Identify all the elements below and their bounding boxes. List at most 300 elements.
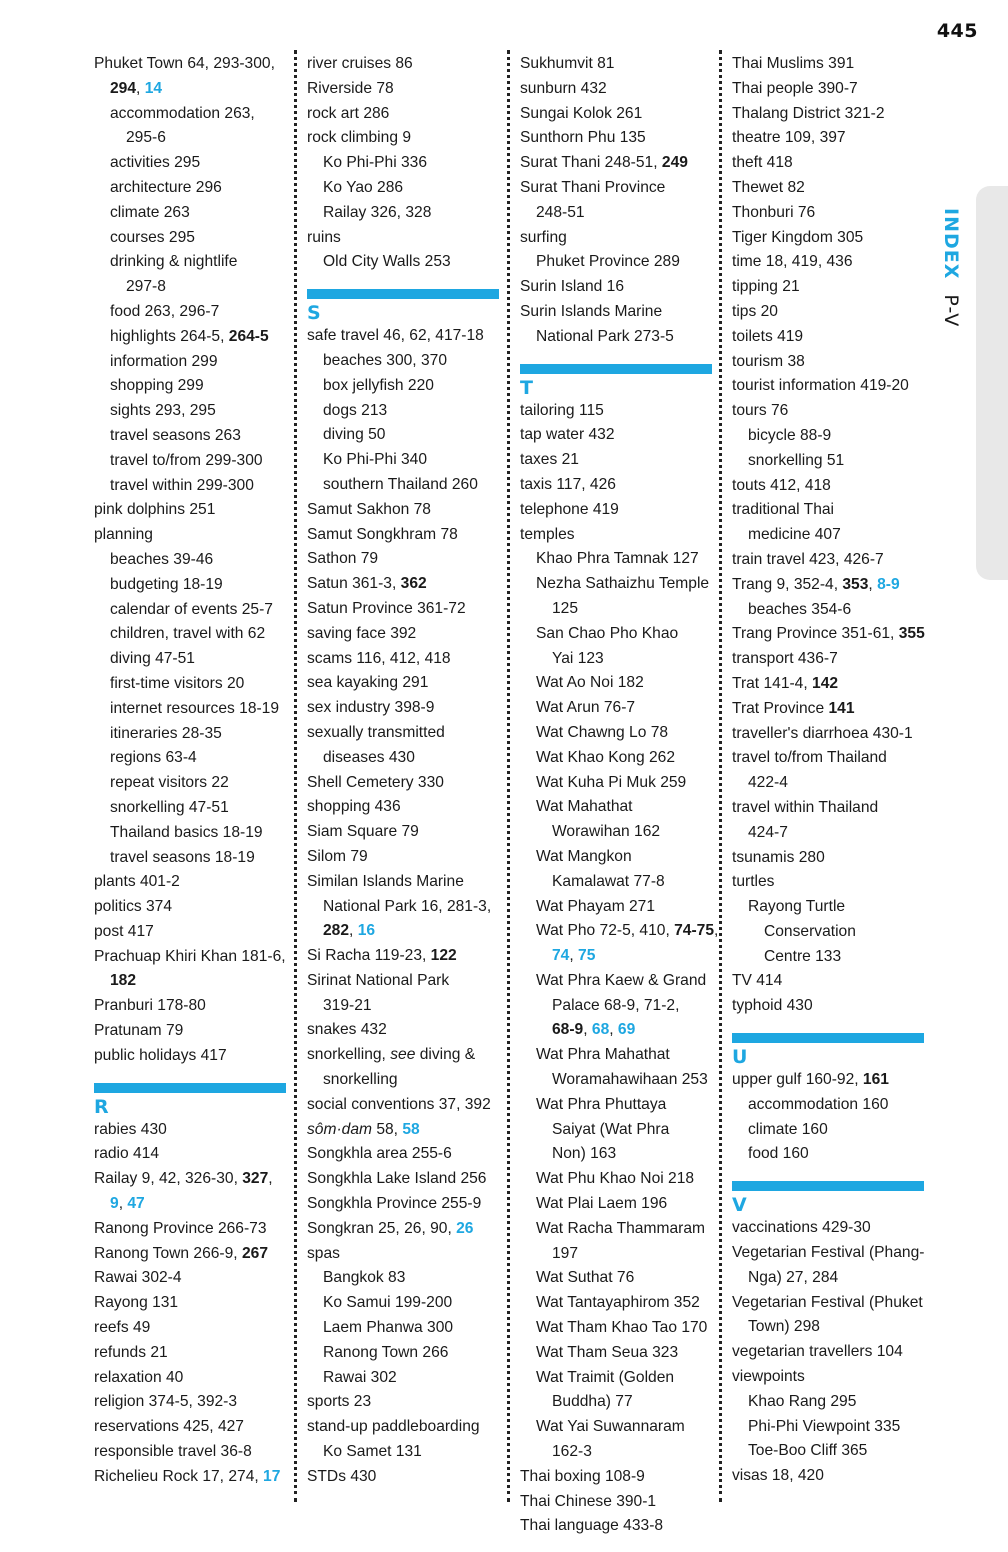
entry-text: safe travel 46, 62, 417-18 (307, 327, 484, 345)
index-entry (732, 1291, 924, 1341)
index-entry (732, 126, 924, 151)
entry-text: Thewet 82 (732, 178, 805, 196)
letter-header-bar (732, 1033, 924, 1043)
entry-text: toilets 419 (732, 327, 804, 345)
index-entry (307, 647, 499, 672)
index-entry (94, 1415, 286, 1440)
index-entry (307, 1217, 499, 1242)
entry-continuation (552, 820, 712, 845)
index-entry (732, 325, 924, 350)
index-subentry (520, 1366, 712, 1416)
entry-text: Kamalawat 77-8 (552, 872, 665, 890)
entry-text: tailoring 115 (520, 401, 604, 419)
entry-text: Wat Khao Kong 262 (536, 748, 675, 766)
entry-text: traveller's diarrhoea 430-1 (732, 724, 913, 742)
letter-header-bar (732, 1181, 924, 1191)
entry-text: Silom 79 (307, 847, 368, 865)
entry-text: travel to/from Thailand (732, 749, 887, 767)
index-entry (307, 771, 499, 796)
entry-continuation (552, 870, 712, 895)
entry-text: Thai language 433-8 (520, 1517, 664, 1535)
letter-header-bar (307, 289, 499, 299)
index-subentry (94, 399, 286, 424)
index-entry (520, 226, 712, 251)
index-subentry (732, 1415, 924, 1440)
entry-continuation (764, 945, 924, 970)
entry-text: theft 418 (732, 154, 793, 172)
index-subentry (94, 622, 286, 647)
entry-text: sexually transmitted (307, 723, 445, 741)
index-subentry (732, 1439, 924, 1464)
entry-text: tourist information 419-20 (732, 377, 909, 395)
entry-text: Wat Phayam 271 (536, 897, 656, 915)
entry-text: tourism 38 (732, 352, 805, 370)
entry-text: , (118, 1195, 128, 1213)
entry-text: highlights 264-5, (110, 327, 229, 345)
entry-text: Surat Thani 248-51, (520, 154, 662, 172)
entry-text: post 417 (94, 922, 154, 940)
column-divider (719, 50, 722, 1502)
index-subentry (520, 547, 712, 572)
entry-text: travel seasons 263 (110, 426, 241, 444)
index-entry (307, 795, 499, 820)
entry-text: Trat Province (732, 699, 829, 717)
entry-text: Nezha Sathaizhu Temple (536, 575, 710, 593)
entry-text: 422-4 (748, 774, 788, 792)
index-subentry (307, 151, 499, 176)
index-subentry (94, 548, 286, 573)
entry-text: Phi-Phi Viewpoint 335 (748, 1417, 901, 1435)
entry-text: itineraries 28-35 (110, 724, 222, 742)
section-tab-keyword: INDEX (940, 208, 962, 280)
index-entry (732, 374, 924, 399)
entry-text: 424-7 (748, 823, 788, 841)
entry-text: snorkelling, (307, 1046, 391, 1064)
entry-text: snorkelling 51 (748, 451, 845, 469)
entry-text: , (136, 79, 145, 97)
index-entry (732, 102, 924, 127)
entry-text: taxes 21 (520, 451, 579, 469)
entry-text: Saiyat (Wat Phra (552, 1120, 670, 1138)
entry-continuation (748, 821, 924, 846)
entry-text: shopping 299 (110, 377, 204, 395)
index-entry (520, 399, 712, 424)
entry-text: Khao Phra Tamnak 127 (536, 550, 699, 568)
index-entry (732, 870, 924, 895)
entry-text: travel within 299-300 (110, 476, 254, 494)
entry-text: Thai people 390-7 (732, 79, 858, 97)
index-subentry (307, 201, 499, 226)
entry-text: Phuket Town 64, 293-300, (94, 55, 275, 72)
index-entry (307, 547, 499, 572)
entry-text: 297-8 (126, 278, 166, 296)
index-entry (307, 1390, 499, 1415)
entry-text: 197 (552, 1244, 579, 1262)
letter-header-label: R (94, 1095, 109, 1118)
index-entry (520, 473, 712, 498)
page-ref-bold: 161 (862, 1071, 889, 1089)
entry-text: architecture 296 (110, 178, 222, 196)
entry-text: food 160 (748, 1145, 809, 1163)
index-entry (94, 1291, 286, 1316)
index-subentry (307, 349, 499, 374)
index-subentry (520, 969, 712, 1043)
entry-text: sights 293, 295 (110, 402, 216, 420)
index-subentry (307, 176, 499, 201)
index-subentry (94, 722, 286, 747)
entry-continuation (748, 523, 924, 548)
entry-text: rabies 430 (94, 1120, 167, 1138)
entry-text: Ko Phi-Phi 340 (323, 451, 428, 469)
index-subentry (307, 1266, 499, 1291)
entry-text: saving face 392 (307, 624, 417, 642)
index-entry (520, 423, 712, 448)
entry-text: diving 50 (323, 426, 386, 444)
index-entry (307, 1242, 499, 1267)
index-entry (307, 696, 499, 721)
index-entry (307, 1018, 499, 1043)
index-entry (307, 226, 499, 251)
index-subentry (94, 846, 286, 871)
index-subentry (520, 1192, 712, 1217)
entry-text: Wat Phu Khao Noi 218 (536, 1170, 695, 1188)
entry-continuation (552, 1440, 712, 1465)
index-entry (732, 498, 924, 548)
entry-text: Thalang District 321-2 (732, 104, 885, 122)
entry-text: relaxation 40 (94, 1368, 184, 1386)
entry-text: Pratunam 79 (94, 1022, 184, 1040)
entry-continuation (748, 771, 924, 796)
page-ref-bold: 68-9 (552, 1021, 584, 1039)
index-subentry (94, 796, 286, 821)
index-entry (520, 1465, 712, 1490)
index-entry (520, 151, 712, 176)
entry-text: turtles (732, 873, 775, 891)
index-entry (307, 77, 499, 102)
entry-text: budgeting 18-19 (110, 575, 223, 593)
index-subentry (94, 176, 286, 201)
entry-text: Wat Ao Noi 182 (536, 674, 644, 692)
letter-header-bar (94, 1083, 286, 1093)
index-subentry (520, 572, 712, 622)
index-entry (307, 597, 499, 622)
entry-text: touts 412, 418 (732, 476, 831, 494)
entry-text: courses 295 (110, 228, 195, 246)
index-entry (520, 523, 712, 548)
entry-text: Wat Mangkon (536, 847, 632, 865)
index-entry (94, 523, 286, 548)
entry-text: Pranburi 178-80 (94, 997, 206, 1015)
index-entry (307, 820, 499, 845)
entry-text: Thailand basics 18-19 (110, 823, 263, 841)
column-divider (294, 50, 297, 1502)
index-entry (307, 1167, 499, 1192)
index-subentry (732, 1142, 924, 1167)
entry-text: , (569, 947, 579, 965)
entry-text: 248-51 (536, 203, 585, 221)
entry-text: Khao Rang 295 (748, 1392, 857, 1410)
index-entry (307, 1142, 499, 1167)
index-subentry (307, 1440, 499, 1465)
entry-text: box jellyfish 220 (323, 376, 434, 394)
index-subentry (732, 424, 924, 449)
index-entry (732, 77, 924, 102)
index-subentry (94, 573, 286, 598)
index-subentry (94, 374, 286, 399)
entry-continuation (552, 1018, 712, 1043)
entry-text: reservations 425, 427 (94, 1418, 244, 1436)
entry-text: Wat Tham Khao Tao 170 (536, 1319, 708, 1337)
index-entry (94, 1142, 286, 1167)
map-ref: 68 (591, 1021, 610, 1039)
letter-header-bar (520, 364, 712, 374)
index-subentry (732, 1390, 924, 1415)
index-subentry (94, 424, 286, 449)
entry-text: National Park 273-5 (536, 327, 674, 345)
index-entry (307, 324, 499, 349)
index-subentry (520, 1266, 712, 1291)
index-entry (94, 945, 286, 995)
entry-text: Phuket Province 289 (536, 253, 680, 271)
entry-text: public holidays 417 (94, 1046, 227, 1064)
index-entry (732, 846, 924, 871)
letter-header-label: U (732, 1046, 748, 1069)
map-ref: 26 (456, 1219, 474, 1237)
entry-text: radio 414 (94, 1145, 160, 1163)
index-subentry (307, 374, 499, 399)
page-ref-bold: 267 (241, 1244, 268, 1262)
entry-text: taxis 117, 426 (520, 475, 616, 493)
entry-text: travel within Thailand (732, 798, 879, 816)
index-subentry (94, 474, 286, 499)
index-entry (94, 1019, 286, 1044)
entry-continuation (110, 1192, 286, 1217)
entry-text: plants 401-2 (94, 873, 180, 891)
entry-text: Songkran 25, 26, 90, (307, 1219, 457, 1237)
entry-text: snorkelling (323, 1071, 398, 1089)
index-entry (94, 870, 286, 895)
index-entry (732, 1068, 924, 1093)
entry-text: responsible travel 36-8 (94, 1443, 252, 1461)
index-entry (94, 1242, 286, 1267)
index-entry (307, 671, 499, 696)
index-subentry (520, 1341, 712, 1366)
entry-continuation (323, 1068, 499, 1093)
entry-text: Wat Phra Phuttaya (536, 1095, 667, 1113)
index-subentry (520, 671, 712, 696)
index-entry (94, 1167, 286, 1217)
entry-text: 319-21 (323, 996, 372, 1014)
index-entry (520, 448, 712, 473)
entry-text: Sunthorn Phu 135 (520, 129, 646, 147)
entry-text: Rawai 302-4 (94, 1269, 182, 1287)
index-entry (94, 1341, 286, 1366)
map-ref: 8-9 (877, 575, 900, 593)
index-subentry (520, 895, 712, 920)
entry-text: diseases 430 (323, 748, 415, 766)
entry-text: Wat Phra Mahathat (536, 1046, 670, 1064)
index-entry (520, 126, 712, 151)
entry-text: religion 374-5, 392-3 (94, 1393, 238, 1411)
entry-continuation (110, 969, 286, 994)
index-entry (732, 647, 924, 672)
map-ref: 14 (144, 79, 163, 97)
map-ref: 75 (578, 947, 596, 965)
entry-continuation (552, 1118, 712, 1143)
letter-header-v (732, 1181, 924, 1216)
index-entry (732, 151, 924, 176)
index-subentry (520, 1415, 712, 1465)
entry-text: stand-up paddleboarding (307, 1418, 480, 1436)
entry-text: Wat Tantayaphirom 352 (536, 1294, 700, 1312)
entry-text: , (868, 575, 878, 593)
entry-text: vaccinations 429-30 (732, 1219, 871, 1237)
entry-text: Wat Pho 72-5, 410, (536, 922, 675, 940)
page-ref-bold: 122 (430, 947, 457, 965)
index-subentry (94, 226, 286, 251)
entry-continuation (323, 919, 499, 944)
entry-text: accommodation 160 (748, 1095, 889, 1113)
index-subentry (307, 399, 499, 424)
entry-text: sports 23 (307, 1393, 372, 1411)
index-subentry (520, 622, 712, 672)
index-entry (520, 52, 712, 77)
index-entry (732, 226, 924, 251)
entry-text: Wat Tham Seua 323 (536, 1343, 679, 1361)
letter-header-label: V (732, 1194, 747, 1217)
entry-continuation (764, 920, 924, 945)
index-entry (732, 573, 924, 598)
entry-text: regions 63-4 (110, 749, 197, 767)
entry-text: scams 116, 412, 418 (307, 649, 451, 667)
entry-text: Satun Province 361-72 (307, 599, 466, 617)
entry-text: Shell Cemetery 330 (307, 773, 444, 791)
entry-text: Thai Chinese 390-1 (520, 1492, 657, 1510)
entry-text: diving & (415, 1046, 476, 1064)
index-subentry (94, 350, 286, 375)
index-entry (307, 944, 499, 969)
italic-text: sôm·dam (307, 1120, 372, 1138)
index-entry (307, 845, 499, 870)
index-subentry (94, 821, 286, 846)
entry-text: Si Racha 119-23, (307, 947, 431, 965)
index-entry (307, 572, 499, 597)
entry-continuation (552, 994, 712, 1019)
entry-continuation (126, 126, 286, 151)
index-entry (520, 275, 712, 300)
index-entry (307, 870, 499, 944)
entry-text: children, travel with 62 (110, 625, 266, 643)
index-entry (307, 52, 499, 77)
entry-text: Rayong Turtle (748, 898, 846, 916)
index-entry (732, 1216, 924, 1241)
entry-text: climate 160 (748, 1120, 828, 1138)
index-column-4 (732, 52, 924, 1489)
letter-header-u (732, 1033, 924, 1068)
entry-text: Samut Songkhram 78 (307, 525, 458, 543)
index-entry (307, 498, 499, 523)
map-ref: 17 (263, 1467, 281, 1485)
entry-continuation (323, 994, 499, 1019)
entry-text: shopping 436 (307, 798, 401, 816)
entry-text: , (583, 1021, 592, 1039)
entry-text: repeat visitors 22 (110, 774, 229, 792)
entry-text: Riverside 78 (307, 79, 394, 97)
entry-text: Similan Islands Marine (307, 872, 464, 890)
entry-text: Railay 326, 328 (323, 203, 432, 221)
entry-continuation (110, 77, 286, 102)
entry-continuation (552, 1242, 712, 1267)
entry-text: planning (94, 526, 153, 544)
entry-text: medicine 407 (748, 526, 841, 544)
index-entry (94, 1366, 286, 1391)
entry-text: Prachuap Khiri Khan 181-6, (94, 947, 286, 965)
entry-text: internet resources 18-19 (110, 699, 280, 717)
index-entry (732, 969, 924, 994)
index-subentry (94, 672, 286, 697)
index-entry (94, 52, 286, 102)
entry-text: Thonburi 76 (732, 203, 816, 221)
entry-text: Ko Samet 131 (323, 1443, 422, 1461)
index-subentry (307, 448, 499, 473)
entry-text: Siam Square 79 (307, 823, 419, 841)
entry-text: rock art 286 (307, 104, 390, 122)
entry-text: Ko Yao 286 (323, 178, 404, 196)
entry-text: Ko Samui 199-200 (323, 1294, 453, 1312)
index-entry (307, 1192, 499, 1217)
index-subentry (732, 1118, 924, 1143)
entry-text: surfing (520, 228, 567, 246)
index-entry (94, 920, 286, 945)
entry-text: typhoid 430 (732, 997, 813, 1015)
index-subentry (520, 746, 712, 771)
entry-text: Trat 141-4, (732, 674, 813, 692)
entry-text: , (268, 1170, 273, 1188)
index-entry (732, 548, 924, 573)
entry-text: , (349, 922, 358, 940)
entry-text: 295-6 (126, 129, 166, 147)
page-ref-bold: 142 (812, 674, 839, 692)
entry-text: Ranong Town 266 (323, 1343, 449, 1361)
entry-text: beaches 300, 370 (323, 351, 447, 369)
entry-text: tips 20 (732, 302, 778, 320)
index-subentry (94, 300, 286, 325)
index-entry (94, 1440, 286, 1465)
index-entry (94, 1118, 286, 1143)
letter-header-label: T (520, 376, 533, 399)
entry-text: vegetarian travellers 104 (732, 1343, 903, 1361)
entry-continuation (536, 325, 712, 350)
entry-text: 58, (372, 1120, 403, 1138)
index-subentry (520, 1217, 712, 1267)
index-subentry (520, 1043, 712, 1093)
entry-text: Worawihan 162 (552, 823, 661, 841)
entry-text: Vegetarian Festival (Phuket (732, 1293, 923, 1311)
index-subentry (307, 1316, 499, 1341)
entry-text: snorkelling 47-51 (110, 798, 229, 816)
index-subentry (520, 721, 712, 746)
entry-text: accommodation 263, (110, 104, 255, 122)
entry-text: snakes 432 (307, 1021, 387, 1039)
entry-text: pink dolphins 251 (94, 501, 216, 519)
entry-text: rock climbing 9 (307, 129, 411, 147)
entry-text: information 299 (110, 352, 218, 370)
index-subentry (520, 771, 712, 796)
entry-text: Sungai Kolok 261 (520, 104, 643, 122)
index-subentry (94, 449, 286, 474)
entry-text: 162-3 (552, 1443, 592, 1461)
entry-text: traditional Thai (732, 501, 834, 519)
